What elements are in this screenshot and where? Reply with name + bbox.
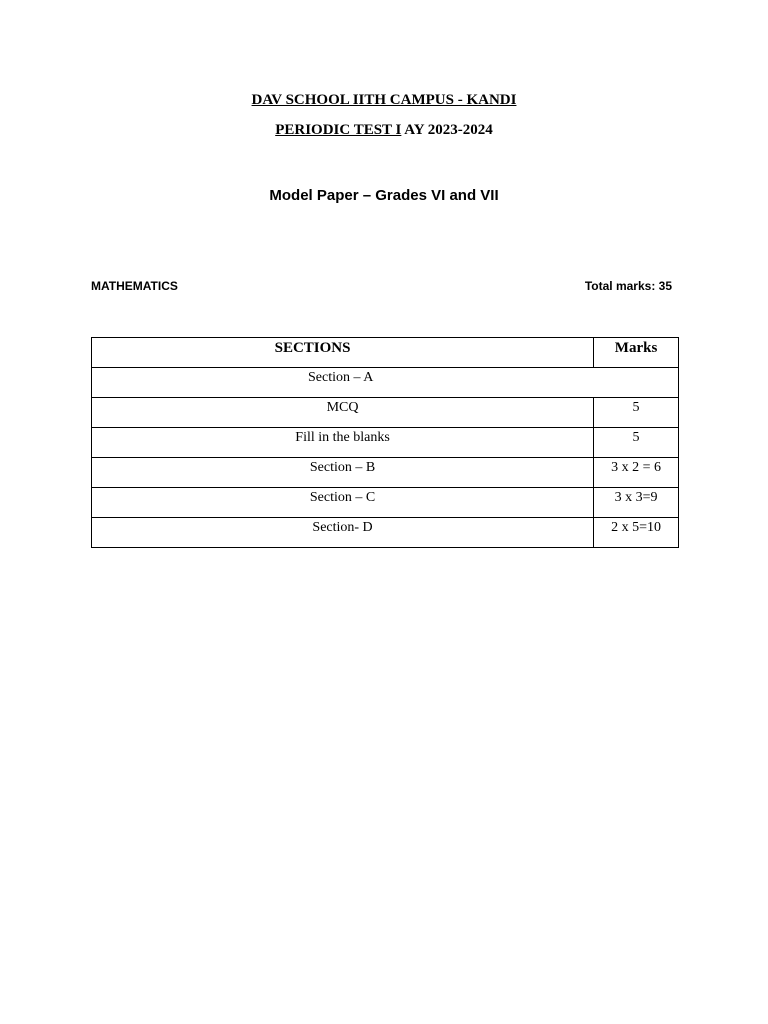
marks-cell: 2 x 5=10 — [594, 518, 679, 548]
section-cell: Section – B — [92, 458, 594, 488]
section-cell: Fill in the blanks — [92, 428, 594, 458]
subject-label: MATHEMATICS — [91, 279, 178, 293]
marks-cell: 3 x 2 = 6 — [594, 458, 679, 488]
section-cell: MCQ — [92, 398, 594, 428]
marks-table — [91, 337, 679, 548]
table-row — [92, 518, 679, 548]
table-row — [92, 398, 679, 428]
table-row — [92, 458, 679, 488]
section-cell: Section – C — [92, 488, 594, 518]
test-title-underlined: PERIODIC TEST I — [275, 122, 402, 138]
test-title — [0, 122, 768, 139]
marks-cell: 5 — [594, 398, 679, 428]
header-sections-label: SECTIONS — [274, 340, 351, 356]
table-row — [92, 428, 679, 458]
header-marks: Marks — [594, 338, 679, 368]
table-row — [92, 488, 679, 518]
school-title: DAV SCHOOL IITH CAMPUS - KANDI — [251, 92, 517, 108]
total-marks: Total marks: 35 — [584, 279, 672, 293]
paper-subtitle: Model Paper – Grades VI and VII — [269, 187, 499, 204]
test-title-year: AY 2023-2024 — [401, 122, 493, 138]
table-row — [92, 368, 679, 398]
marks-cell: 3 x 3=9 — [594, 488, 679, 518]
section-a-label: Section – A — [92, 368, 679, 398]
table-header-row — [92, 338, 679, 368]
marks-cell: 5 — [594, 428, 679, 458]
header-sections — [92, 338, 594, 368]
section-cell: Section- D — [92, 518, 594, 548]
